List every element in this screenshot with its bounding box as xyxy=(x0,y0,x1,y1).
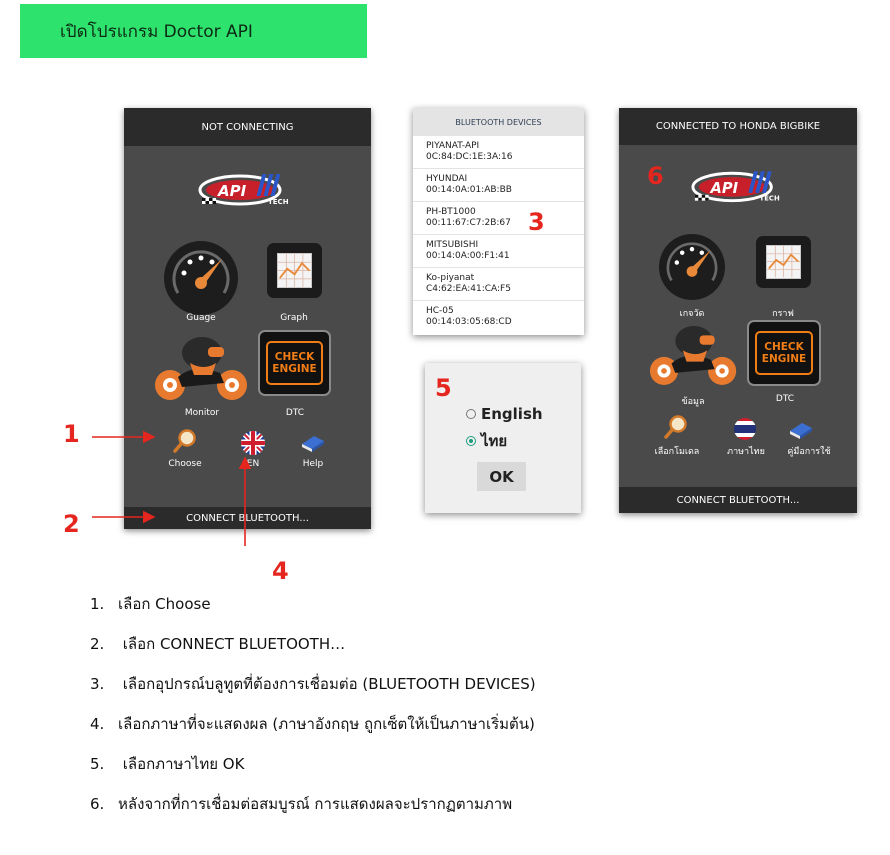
language-label: EN xyxy=(246,459,260,469)
callout-6: 6 xyxy=(647,162,664,190)
connection-status-text: CONNECTED TO HONDA BIGBIKE xyxy=(655,121,821,132)
device-mac: 0C:84:DC:1E:3A:16 xyxy=(426,151,513,162)
dtc-label: DTC xyxy=(285,408,305,418)
connection-status-text: NOT CONNECTING xyxy=(201,121,294,133)
ok-button[interactable]: OK xyxy=(477,462,526,491)
callout-1: 1 xyxy=(63,420,80,448)
step-item: 5. เลือกภาษาไทย OK xyxy=(90,755,245,773)
choose-label: Choose xyxy=(168,459,202,469)
help-label: คู่มือการใช้ xyxy=(787,447,831,457)
device-name: PIYANAT-API xyxy=(426,141,480,151)
callout-4: 4 xyxy=(272,557,289,585)
monitor-label: ข้อมูล xyxy=(681,397,705,407)
language-label: ภาษาไทย xyxy=(727,447,765,457)
choose-label: เลือกโมเดล xyxy=(654,447,700,457)
device-name: HYUNDAI xyxy=(426,174,468,184)
logo-text: API xyxy=(710,179,739,197)
dtc-label: DTC xyxy=(775,394,795,404)
step-item: 3. เลือกอุปกรณ์บลูทูตที่ต้องการเชื่อมต่อ (BLUETOOTH DEVICES) xyxy=(90,675,536,693)
logo-text: API xyxy=(218,182,247,200)
engine-line1: CHECK xyxy=(274,350,315,363)
device-name: Ko-piyanat xyxy=(426,273,475,283)
device-mac: 00:14:0A:01:AB:BB xyxy=(426,184,512,195)
page-title: เปิดโปรแกรม Doctor API xyxy=(60,21,253,42)
step-item: 1. เลือก Choose xyxy=(90,595,211,613)
device-name: PH-BT1000 xyxy=(426,207,476,217)
device-name: MITSUBISHI xyxy=(426,240,479,250)
gauge-label: เกจวัด xyxy=(679,309,705,319)
device-mac: 00:11:67:C7:2B:67 xyxy=(426,217,511,228)
step-item: 2. เลือก CONNECT BLUETOOTH… xyxy=(90,635,346,653)
connect-bluetooth-label: CONNECT BLUETOOTH... xyxy=(186,512,309,524)
logo-subtext: TECH xyxy=(268,198,289,206)
graph-label: กราฟ xyxy=(772,309,794,319)
device-mac: C4:62:EA:41:CA:F5 xyxy=(426,283,511,294)
engine-line1: CHECK xyxy=(764,340,804,353)
bluetooth-devices-title: BLUETOOTH DEVICES xyxy=(413,108,584,136)
callout-3: 3 xyxy=(528,208,545,236)
connect-bluetooth-label: CONNECT BLUETOOTH... xyxy=(676,494,800,506)
engine-line2: ENGINE xyxy=(272,363,317,375)
callout-2: 2 xyxy=(63,510,80,538)
device-name: HC-05 xyxy=(426,306,454,316)
engine-line2: ENGINE xyxy=(761,353,807,365)
device-mac: 00:14:03:05:68:CD xyxy=(426,316,512,327)
help-label: Help xyxy=(302,459,324,469)
device-mac: 00:14:0A:00:F1:41 xyxy=(426,250,510,261)
step-item: 4. เลือกภาษาที่จะแสดงผล (ภาษาอังกฤษ ถูกเซ็ตให้เป็นภาษาเริ่มต้น) xyxy=(90,715,535,733)
language-option-thai-label: ไทย xyxy=(481,432,508,450)
language-option-english-label: English xyxy=(481,405,543,423)
gauge-label: Guage xyxy=(186,313,216,323)
monitor-label: Monitor xyxy=(184,408,220,418)
graph-label: Graph xyxy=(280,313,308,323)
logo-subtext: TECH xyxy=(759,194,780,203)
callout-5: 5 xyxy=(435,374,452,402)
step-item: 6. หลังจากที่การเชื่อมต่อสมบูรณ์ การแสดงผลจะปรากฏตามภาพ xyxy=(90,795,513,813)
